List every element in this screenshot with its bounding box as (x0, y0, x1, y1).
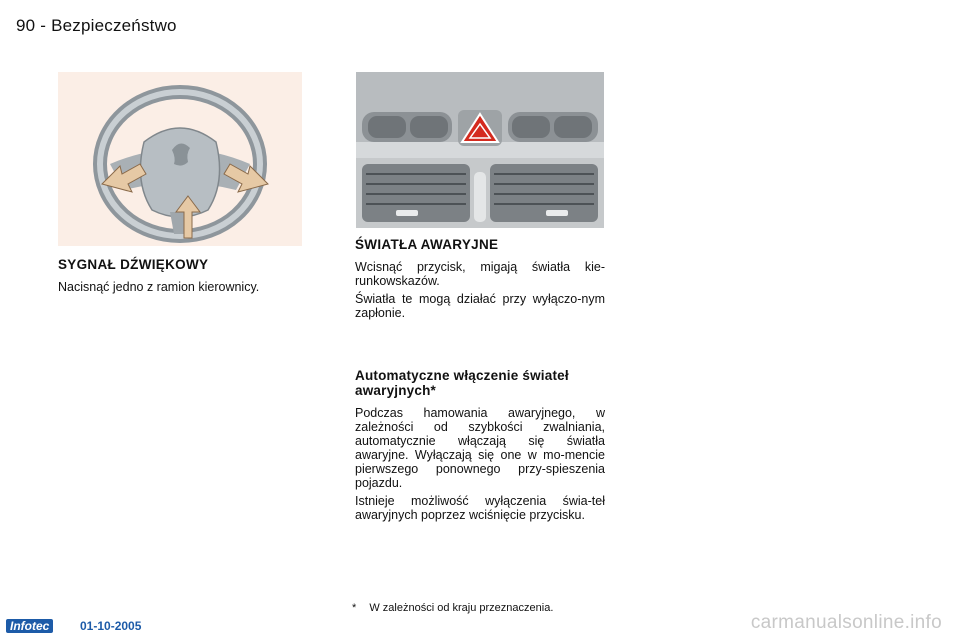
section-title: Bezpieczeństwo (51, 16, 177, 35)
hazard-panel-figure (356, 72, 604, 228)
auto-hazard-title: Automatyczne włączenie świateł awaryjnych* (355, 368, 569, 398)
infotec-logo: Infotec (6, 619, 53, 633)
hazard-section (355, 238, 605, 324)
hazard-title: ŚWIATŁA AWARYJNE (355, 237, 499, 252)
hazard-paragraph-1: Wcisnąć przycisk, migają światła kie-runkowskazów. (355, 260, 605, 288)
peugeot-lion-icon (172, 143, 190, 165)
steering-wheel-figure (58, 72, 302, 246)
footnote-text: W zależności od kraju przeznaczenia. (369, 602, 554, 614)
horn-section (58, 258, 314, 298)
horn-title: SYGNAŁ DŹWIĘKOWY (58, 257, 209, 272)
hazard-paragraph-2: Światła te mogą działać przy wyłączo-nym zapłonie. (355, 292, 605, 320)
footer-date: 01-10-2005 (80, 619, 142, 633)
auto-hazard-paragraph-1: Podczas hamowania awaryjnego, w zależności od szybkości zwalniania, automatycznie włączają się światła awaryjne. Wyłączają się one w mo-mencie pierwszego ponownego przy-spieszenia pojazdu. (355, 406, 605, 490)
hazard-button-icon (458, 110, 502, 146)
footnote-marker: * (352, 602, 357, 614)
footnote (352, 602, 553, 614)
page-number: 90 (16, 16, 36, 35)
horn-text: Nacisnąć jedno z ramion kierownicy. (58, 280, 260, 294)
auto-hazard-paragraph-2: Istnieje możliwość wyłączenia świa-teł awaryjnych poprzez wciśnięcie przycisku. (355, 494, 605, 522)
watermark: carmanualsonline.info (750, 612, 942, 633)
header-separator: - (40, 16, 47, 35)
page-header (16, 16, 177, 36)
auto-hazard-section (355, 368, 605, 526)
